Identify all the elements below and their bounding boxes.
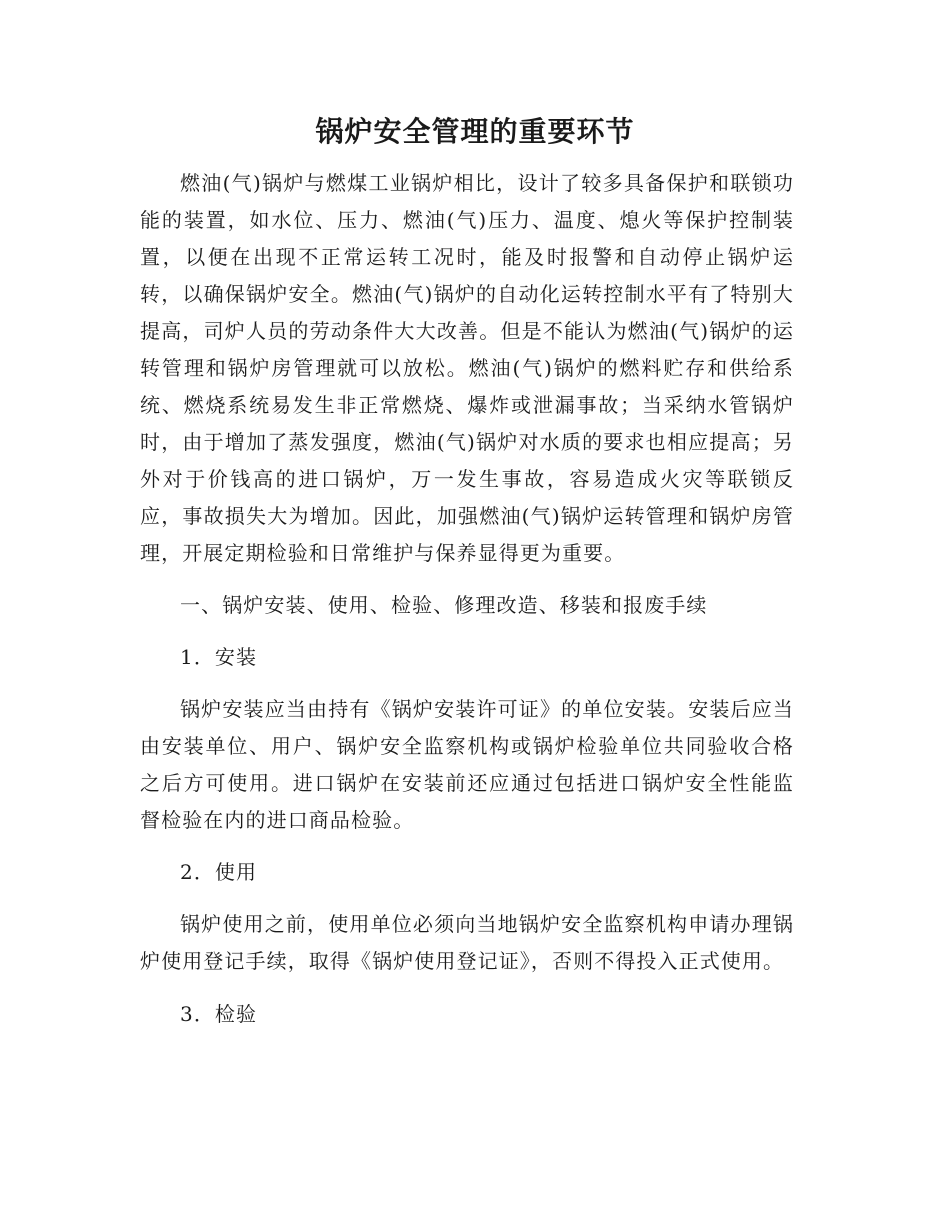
section-heading-procedures: 一、锅炉安装、使用、检验、修理改造、移装和报废手续 <box>180 593 708 617</box>
document-body <box>140 165 794 1033</box>
subsection-heading-installation: 1．安装 <box>180 645 258 669</box>
installation-paragraph: 锅炉安装应当由持有《锅炉安装许可证》的单位安装。安装后应当由安装单位、用户、锅炉安全监察机构或锅炉检验单位共同验收合格之后方可使用。进口锅炉在安装前还应通过包括进口锅炉安全性能监督检验在内的进口商品检验。 <box>140 697 794 832</box>
subsection-heading-usage: 2．使用 <box>180 860 258 884</box>
subsection-heading-inspection: 3．检验 <box>180 1002 258 1026</box>
document-title: 锅炉安全管理的重要环节 <box>315 115 635 148</box>
intro-paragraph: 燃油(气)锅炉与燃煤工业锅炉相比，设计了较多具备保护和联锁功能的装置，如水位、压力、燃油(气)压力、温度、熄火等保护控制装置，以便在出现不正常运转工况时，能及时报警和自动停止锅炉运转，以确保锅炉安全。燃油(气)锅炉的自动化运转控制水平有了特别大提高，司炉人员的劳动条件大大改善。但是不能认为燃油(气)锅炉的运转管理和锅炉房管理就可以放松。燃油(气)锅炉的燃料贮存和供给系统、燃烧系统易发生非正常燃烧、爆炸或泄漏事故；当采纳水管锅炉时，由于增加了蒸发强度，燃油(气)锅炉对水质的要求也相应提高；另外对于价钱高的进口锅炉，万一发生事故，容易造成火灾等联锁反应，事故损失大为增加。因此，加强燃油(气)锅炉运转管理和锅炉房管理，开展定期检验和日常维护与保养显得更为重要。 <box>140 171 794 565</box>
usage-paragraph: 锅炉使用之前，使用单位必须向当地锅炉安全监察机构申请办理锅炉使用登记手续，取得《锅炉使用登记证》，否则不得投入正式使用。 <box>140 912 794 973</box>
